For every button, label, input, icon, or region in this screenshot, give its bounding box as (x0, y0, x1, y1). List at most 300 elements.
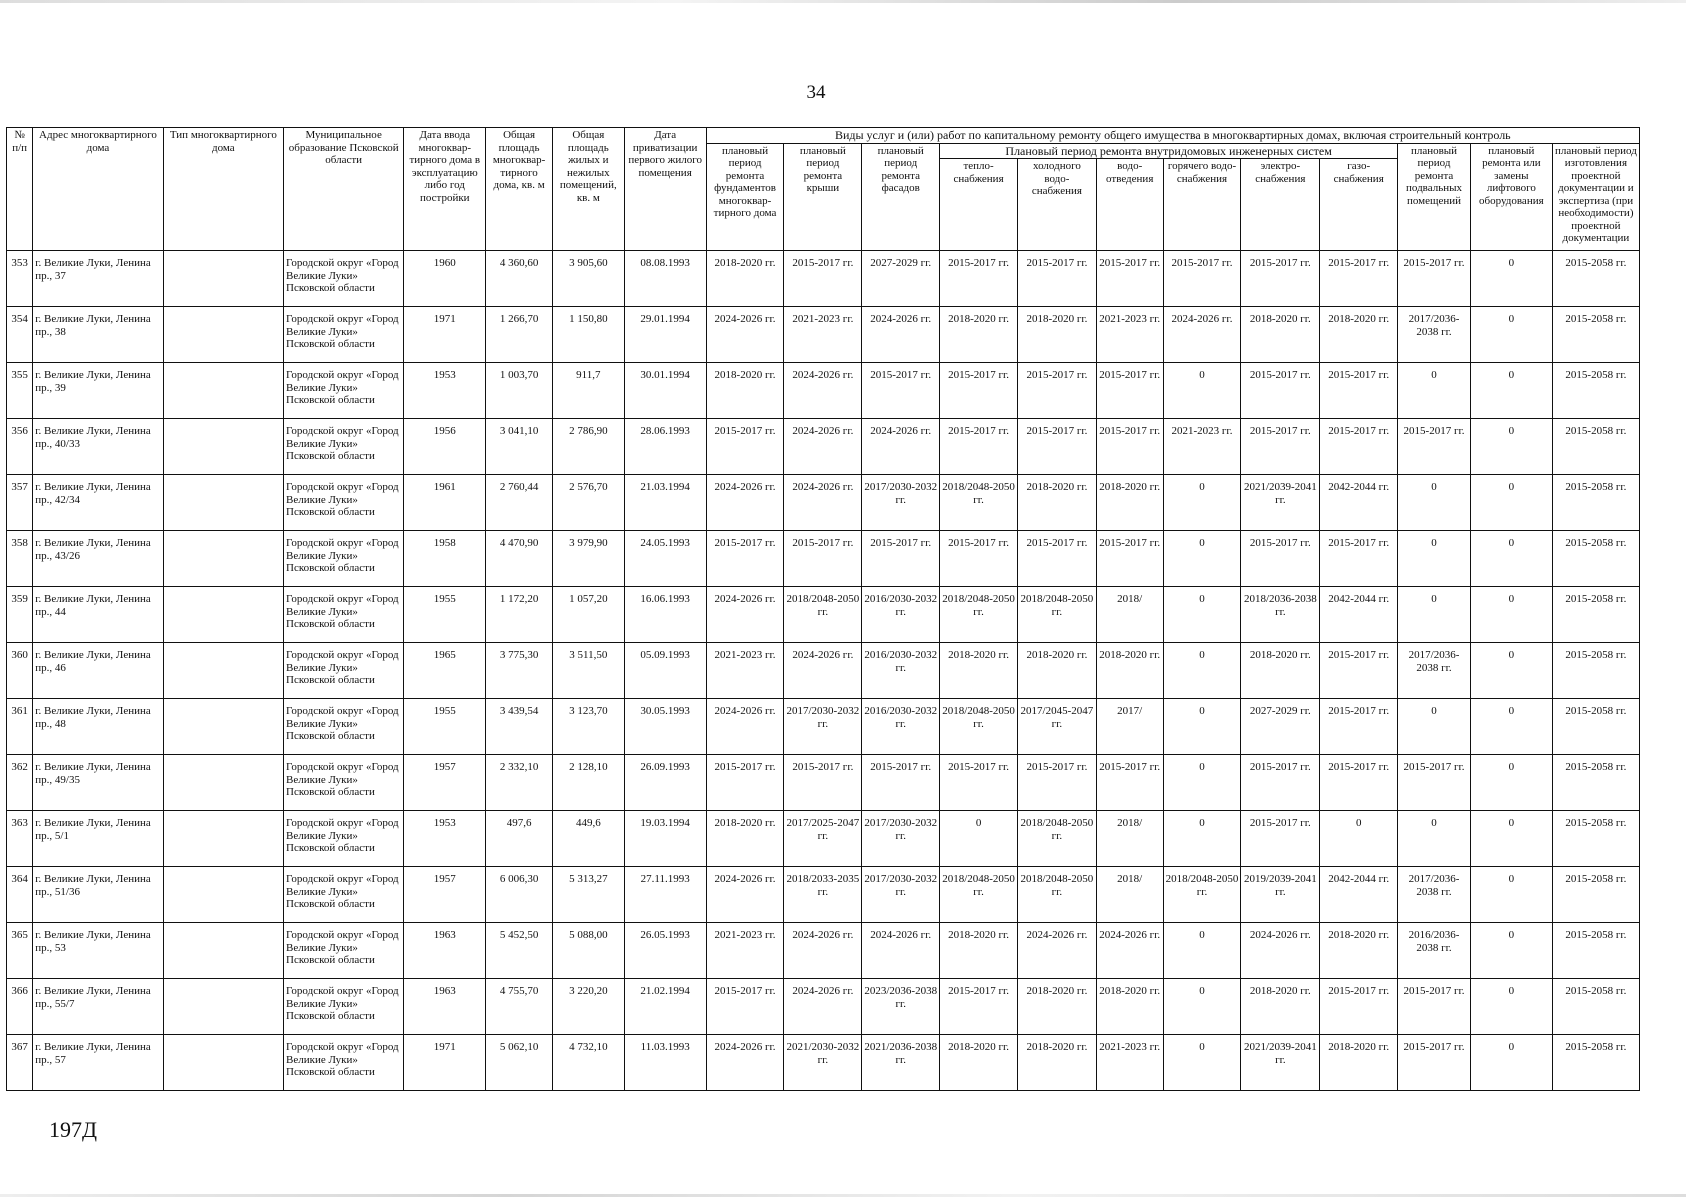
cell-municipality: Городской округ «Город Великие Луки» Псковской области (284, 1035, 404, 1091)
cell-living-area: 5 088,00 (552, 923, 624, 979)
cell-foundation: 2018-2020 гг. (706, 811, 784, 867)
cell-cold-water: 2015-2017 гг. (1017, 419, 1096, 475)
cell-gas: 2015-2017 гг. (1320, 419, 1398, 475)
cell-heat: 2015-2017 гг. (940, 755, 1018, 811)
cell-sewage: 2015-2017 гг. (1096, 531, 1163, 587)
cell-sewage: 2015-2017 гг. (1096, 755, 1163, 811)
cell-heat: 2015-2017 гг. (940, 531, 1018, 587)
cell-design: 2015-2058 гг. (1552, 867, 1639, 923)
header-type: Тип многоквартирного дома (163, 128, 283, 251)
cell-num: 365 (7, 923, 33, 979)
header-cold-water: холодного водо-снабжения (1017, 159, 1096, 251)
cell-elevator: 0 (1470, 923, 1552, 979)
cell-year: 1960 (404, 251, 486, 307)
cell-municipality: Городской округ «Город Великие Луки» Псковской области (284, 867, 404, 923)
cell-sewage: 2017/ (1096, 699, 1163, 755)
cell-num: 367 (7, 1035, 33, 1091)
cell-hot-water: 0 (1163, 475, 1241, 531)
cell-num: 354 (7, 307, 33, 363)
cell-total-area: 1 266,70 (486, 307, 553, 363)
cell-sewage: 2018-2020 гг. (1096, 643, 1163, 699)
cell-type (163, 755, 283, 811)
cell-hot-water: 2015-2017 гг. (1163, 251, 1241, 307)
header-roof: плановый период ремонта крыши (784, 143, 862, 251)
cell-electric: 2021/2039-2041 гг. (1241, 475, 1320, 531)
cell-num: 364 (7, 867, 33, 923)
cell-heat: 2018-2020 гг. (940, 307, 1018, 363)
cell-elevator: 0 (1470, 699, 1552, 755)
cell-design: 2015-2058 гг. (1552, 755, 1639, 811)
cell-foundation: 2015-2017 гг. (706, 419, 784, 475)
cell-gas: 2042-2044 гг. (1320, 587, 1398, 643)
cell-address: г. Великие Луки, Ленина пр., 51/36 (33, 867, 163, 923)
header-municipality: Муниципальное образование Псковской области (284, 128, 404, 251)
cell-municipality: Городской округ «Город Великие Луки» Псковской области (284, 363, 404, 419)
cell-cold-water: 2015-2017 гг. (1017, 531, 1096, 587)
cell-electric: 2015-2017 гг. (1241, 811, 1320, 867)
cell-year: 1965 (404, 643, 486, 699)
capital-repair-table (6, 127, 1640, 1091)
cell-municipality: Городской округ «Город Великие Луки» Псковской области (284, 419, 404, 475)
cell-total-area: 3 439,54 (486, 699, 553, 755)
cell-address: г. Великие Луки, Ленина пр., 49/35 (33, 755, 163, 811)
cell-type (163, 923, 283, 979)
cell-total-area: 4 360,60 (486, 251, 553, 307)
cell-living-area: 2 786,90 (552, 419, 624, 475)
table-row (7, 699, 1640, 755)
cell-design: 2015-2058 гг. (1552, 923, 1639, 979)
cell-basement: 2016/2036-2038 гг. (1398, 923, 1471, 979)
cell-elevator: 0 (1470, 811, 1552, 867)
cell-cold-water: 2018/2048-2050 гг. (1017, 587, 1096, 643)
cell-num: 361 (7, 699, 33, 755)
cell-address: г. Великие Луки, Ленина пр., 40/33 (33, 419, 163, 475)
cell-roof: 2024-2026 гг. (784, 475, 862, 531)
cell-type (163, 475, 283, 531)
cell-living-area: 5 313,27 (552, 867, 624, 923)
cell-foundation: 2015-2017 гг. (706, 979, 784, 1035)
cell-privatization: 30.01.1994 (624, 363, 706, 419)
cell-living-area: 3 979,90 (552, 531, 624, 587)
header-elevator: плановый ремонта или замены лифтового оборудования (1470, 143, 1552, 251)
cell-foundation: 2015-2017 гг. (706, 531, 784, 587)
cell-num: 356 (7, 419, 33, 475)
cell-design: 2015-2058 гг. (1552, 1035, 1639, 1091)
cell-num: 362 (7, 755, 33, 811)
cell-electric: 2018-2020 гг. (1241, 307, 1320, 363)
cell-gas: 2015-2017 гг. (1320, 531, 1398, 587)
page-number: 34 (806, 82, 826, 103)
cell-electric: 2015-2017 гг. (1241, 531, 1320, 587)
cell-year: 1955 (404, 699, 486, 755)
table-row (7, 419, 1640, 475)
cell-elevator: 0 (1470, 475, 1552, 531)
cell-privatization: 28.06.1993 (624, 419, 706, 475)
cell-design: 2015-2058 гг. (1552, 363, 1639, 419)
cell-gas: 2042-2044 гг. (1320, 475, 1398, 531)
cell-address: г. Великие Луки, Ленина пр., 55/7 (33, 979, 163, 1035)
cell-basement: 0 (1398, 811, 1471, 867)
cell-electric: 2015-2017 гг. (1241, 419, 1320, 475)
cell-total-area: 5 062,10 (486, 1035, 553, 1091)
table-row (7, 811, 1640, 867)
cell-foundation: 2024-2026 гг. (706, 699, 784, 755)
cell-privatization: 08.08.1993 (624, 251, 706, 307)
cell-type (163, 811, 283, 867)
scan-edge-bottom (0, 1194, 1686, 1197)
cell-basement: 2017/2036-2038 гг. (1398, 307, 1471, 363)
cell-num: 353 (7, 251, 33, 307)
cell-basement: 2017/2036-2038 гг. (1398, 867, 1471, 923)
cell-type (163, 587, 283, 643)
cell-elevator: 0 (1470, 419, 1552, 475)
table-row (7, 531, 1640, 587)
cell-basement: 2015-2017 гг. (1398, 251, 1471, 307)
cell-gas: 2015-2017 гг. (1320, 979, 1398, 1035)
cell-privatization: 05.09.1993 (624, 643, 706, 699)
cell-living-area: 449,6 (552, 811, 624, 867)
table-row (7, 587, 1640, 643)
cell-hot-water: 0 (1163, 643, 1241, 699)
cell-electric: 2018/2036-2038 гг. (1241, 587, 1320, 643)
cell-type (163, 699, 283, 755)
header-num: № п/п (7, 128, 33, 251)
header-privatization-date: Дата приватизации первого жилого помещения (624, 128, 706, 251)
cell-gas: 2018-2020 гг. (1320, 923, 1398, 979)
cell-sewage: 2018/ (1096, 867, 1163, 923)
cell-roof: 2024-2026 гг. (784, 979, 862, 1035)
cell-cold-water: 2015-2017 гг. (1017, 251, 1096, 307)
cell-roof: 2018/2048-2050 гг. (784, 587, 862, 643)
cell-facade: 2017/2030-2032 гг. (862, 867, 940, 923)
cell-elevator: 0 (1470, 979, 1552, 1035)
cell-foundation: 2024-2026 гг. (706, 307, 784, 363)
cell-cold-water: 2018/2048-2050 гг. (1017, 867, 1096, 923)
cell-address: г. Великие Луки, Ленина пр., 48 (33, 699, 163, 755)
cell-roof: 2021-2023 гг. (784, 307, 862, 363)
cell-elevator: 0 (1470, 755, 1552, 811)
cell-hot-water: 0 (1163, 531, 1241, 587)
cell-cold-water: 2015-2017 гг. (1017, 363, 1096, 419)
cell-gas: 2018-2020 гг. (1320, 1035, 1398, 1091)
cell-foundation: 2015-2017 гг. (706, 755, 784, 811)
cell-design: 2015-2058 гг. (1552, 587, 1639, 643)
cell-address: г. Великие Луки, Ленина пр., 37 (33, 251, 163, 307)
cell-elevator: 0 (1470, 587, 1552, 643)
cell-roof: 2024-2026 гг. (784, 419, 862, 475)
cell-privatization: 26.09.1993 (624, 755, 706, 811)
cell-basement: 2015-2017 гг. (1398, 1035, 1471, 1091)
cell-total-area: 5 452,50 (486, 923, 553, 979)
cell-basement: 0 (1398, 531, 1471, 587)
cell-type (163, 643, 283, 699)
cell-basement: 0 (1398, 475, 1471, 531)
cell-foundation: 2024-2026 гг. (706, 475, 784, 531)
cell-cold-water: 2015-2017 гг. (1017, 755, 1096, 811)
cell-privatization: 29.01.1994 (624, 307, 706, 363)
cell-roof: 2021/2030-2032 гг. (784, 1035, 862, 1091)
cell-living-area: 3 220,20 (552, 979, 624, 1035)
cell-electric: 2015-2017 гг. (1241, 755, 1320, 811)
cell-type (163, 419, 283, 475)
table-row (7, 979, 1640, 1035)
cell-basement: 2015-2017 гг. (1398, 419, 1471, 475)
cell-electric: 2015-2017 гг. (1241, 363, 1320, 419)
cell-facade: 2016/2030-2032 гг. (862, 587, 940, 643)
cell-address: г. Великие Луки, Ленина пр., 5/1 (33, 811, 163, 867)
cell-year: 1958 (404, 531, 486, 587)
cell-year: 1953 (404, 811, 486, 867)
cell-facade: 2024-2026 гг. (862, 307, 940, 363)
cell-hot-water: 0 (1163, 1035, 1241, 1091)
cell-design: 2015-2058 гг. (1552, 531, 1639, 587)
cell-type (163, 1035, 283, 1091)
cell-facade: 2017/2030-2032 гг. (862, 475, 940, 531)
cell-elevator: 0 (1470, 1035, 1552, 1091)
cell-hot-water: 0 (1163, 587, 1241, 643)
header-systems-group: Плановый период ремонта внутридомовых инженерных систем (940, 143, 1398, 159)
cell-type (163, 251, 283, 307)
table-row (7, 643, 1640, 699)
cell-electric: 2019/2039-2041 гг. (1241, 867, 1320, 923)
cell-foundation: 2024-2026 гг. (706, 1035, 784, 1091)
cell-elevator: 0 (1470, 531, 1552, 587)
cell-electric: 2015-2017 гг. (1241, 251, 1320, 307)
cell-total-area: 3 775,30 (486, 643, 553, 699)
cell-living-area: 2 128,10 (552, 755, 624, 811)
cell-total-area: 1 003,70 (486, 363, 553, 419)
cell-type (163, 363, 283, 419)
cell-privatization: 19.03.1994 (624, 811, 706, 867)
cell-sewage: 2021-2023 гг. (1096, 307, 1163, 363)
cell-hot-water: 0 (1163, 363, 1241, 419)
header-hot-water: горячего водо-снабжения (1163, 159, 1241, 251)
table-row (7, 363, 1640, 419)
cell-privatization: 11.03.1993 (624, 1035, 706, 1091)
cell-sewage: 2018-2020 гг. (1096, 979, 1163, 1035)
cell-design: 2015-2058 гг. (1552, 307, 1639, 363)
cell-facade: 2017/2030-2032 гг. (862, 811, 940, 867)
table-row (7, 307, 1640, 363)
header-gas: газо-снабжения (1320, 159, 1398, 251)
cell-roof: 2017/2030-2032 гг. (784, 699, 862, 755)
cell-privatization: 21.02.1994 (624, 979, 706, 1035)
cell-address: г. Великие Луки, Ленина пр., 46 (33, 643, 163, 699)
cell-foundation: 2024-2026 гг. (706, 867, 784, 923)
cell-cold-water: 2018/2048-2050 гг. (1017, 811, 1096, 867)
cell-roof: 2017/2025-2047 гг. (784, 811, 862, 867)
cell-municipality: Городской округ «Город Великие Луки» Псковской области (284, 307, 404, 363)
cell-design: 2015-2058 гг. (1552, 979, 1639, 1035)
cell-facade: 2015-2017 гг. (862, 531, 940, 587)
cell-privatization: 30.05.1993 (624, 699, 706, 755)
cell-municipality: Городской округ «Город Великие Луки» Псковской области (284, 587, 404, 643)
cell-privatization: 26.05.1993 (624, 923, 706, 979)
cell-design: 2015-2058 гг. (1552, 419, 1639, 475)
cell-address: г. Великие Луки, Ленина пр., 38 (33, 307, 163, 363)
cell-basement: 0 (1398, 587, 1471, 643)
cell-basement: 2017/2036-2038 гг. (1398, 643, 1471, 699)
header-works-group: Виды услуг и (или) работ по капитальному ремонту общего имущества в многоквартирных домах, включая строительный контроль (706, 128, 1639, 144)
cell-facade: 2015-2017 гг. (862, 755, 940, 811)
cell-municipality: Городской округ «Город Великие Луки» Псковской области (284, 923, 404, 979)
cell-gas: 2015-2017 гг. (1320, 755, 1398, 811)
cell-living-area: 3 123,70 (552, 699, 624, 755)
cell-heat: 2018-2020 гг. (940, 1035, 1018, 1091)
cell-heat: 2015-2017 гг. (940, 979, 1018, 1035)
cell-cold-water: 2018-2020 гг. (1017, 979, 1096, 1035)
cell-total-area: 6 006,30 (486, 867, 553, 923)
cell-address: г. Великие Луки, Ленина пр., 39 (33, 363, 163, 419)
cell-total-area: 497,6 (486, 811, 553, 867)
cell-hot-water: 0 (1163, 699, 1241, 755)
cell-facade: 2024-2026 гг. (862, 419, 940, 475)
cell-year: 1971 (404, 1035, 486, 1091)
cell-design: 2015-2058 гг. (1552, 643, 1639, 699)
cell-gas: 2015-2017 гг. (1320, 699, 1398, 755)
cell-address: г. Великие Луки, Ленина пр., 43/26 (33, 531, 163, 587)
cell-sewage: 2018/ (1096, 811, 1163, 867)
cell-year: 1955 (404, 587, 486, 643)
table-row (7, 1035, 1640, 1091)
header-foundation: плановый период ремонта фундаментов многоквар-тирного дома (706, 143, 784, 251)
cell-total-area: 1 172,20 (486, 587, 553, 643)
cell-facade: 2016/2030-2032 гг. (862, 643, 940, 699)
scan-edge-top (0, 0, 1686, 3)
cell-year: 1957 (404, 755, 486, 811)
cell-total-area: 4 755,70 (486, 979, 553, 1035)
cell-roof: 2015-2017 гг. (784, 755, 862, 811)
cell-roof: 2024-2026 гг. (784, 643, 862, 699)
cell-design: 2015-2058 гг. (1552, 699, 1639, 755)
cell-living-area: 2 576,70 (552, 475, 624, 531)
cell-heat: 2018/2048-2050 гг. (940, 867, 1018, 923)
cell-foundation: 2018-2020 гг. (706, 363, 784, 419)
cell-cold-water: 2018-2020 гг. (1017, 475, 1096, 531)
cell-address: г. Великие Луки, Ленина пр., 57 (33, 1035, 163, 1091)
cell-year: 1963 (404, 979, 486, 1035)
cell-gas: 0 (1320, 811, 1398, 867)
cell-num: 366 (7, 979, 33, 1035)
cell-foundation: 2018-2020 гг. (706, 251, 784, 307)
cell-electric: 2021/2039-2041 гг. (1241, 1035, 1320, 1091)
cell-heat: 2015-2017 гг. (940, 251, 1018, 307)
cell-living-area: 3 905,60 (552, 251, 624, 307)
cell-municipality: Городской округ «Город Великие Луки» Псковской области (284, 699, 404, 755)
header-sewage: водо-отведения (1096, 159, 1163, 251)
cell-heat: 2018/2048-2050 гг. (940, 699, 1018, 755)
cell-electric: 2018-2020 гг. (1241, 643, 1320, 699)
cell-electric: 2024-2026 гг. (1241, 923, 1320, 979)
cell-municipality: Городской округ «Город Великие Луки» Псковской области (284, 531, 404, 587)
cell-address: г. Великие Луки, Ленина пр., 53 (33, 923, 163, 979)
cell-facade: 2015-2017 гг. (862, 363, 940, 419)
cell-cold-water: 2018-2020 гг. (1017, 1035, 1096, 1091)
table-row (7, 923, 1640, 979)
cell-electric: 2018-2020 гг. (1241, 979, 1320, 1035)
cell-facade: 2016/2030-2032 гг. (862, 699, 940, 755)
cell-foundation: 2021-2023 гг. (706, 923, 784, 979)
cell-type (163, 307, 283, 363)
cell-hot-water: 0 (1163, 755, 1241, 811)
header-basement: плановый период ремонта подвальных помещений (1398, 143, 1471, 251)
cell-total-area: 4 470,90 (486, 531, 553, 587)
header-design: плановый период изготовления проектной документации и экспертиза (при необходимости) проектной документации (1552, 143, 1639, 251)
cell-roof: 2024-2026 гг. (784, 923, 862, 979)
cell-design: 2015-2058 гг. (1552, 811, 1639, 867)
cell-total-area: 2 332,10 (486, 755, 553, 811)
cell-privatization: 27.11.1993 (624, 867, 706, 923)
cell-cold-water: 2018-2020 гг. (1017, 643, 1096, 699)
cell-cold-water: 2024-2026 гг. (1017, 923, 1096, 979)
cell-total-area: 2 760,44 (486, 475, 553, 531)
header-living-area: Общая площадь жилых и нежилых помещений, кв. м (552, 128, 624, 251)
table-row (7, 475, 1640, 531)
cell-heat: 2018/2048-2050 гг. (940, 475, 1018, 531)
cell-design: 2015-2058 гг. (1552, 475, 1639, 531)
cell-design: 2015-2058 гг. (1552, 251, 1639, 307)
cell-elevator: 0 (1470, 251, 1552, 307)
cell-year: 1957 (404, 867, 486, 923)
cell-electric: 2027-2029 гг. (1241, 699, 1320, 755)
cell-num: 355 (7, 363, 33, 419)
cell-living-area: 4 732,10 (552, 1035, 624, 1091)
cell-elevator: 0 (1470, 363, 1552, 419)
cell-roof: 2018/2033-2035 гг. (784, 867, 862, 923)
cell-basement: 0 (1398, 363, 1471, 419)
table-row (7, 755, 1640, 811)
cell-address: г. Великие Луки, Ленина пр., 42/34 (33, 475, 163, 531)
cell-sewage: 2015-2017 гг. (1096, 419, 1163, 475)
cell-year: 1963 (404, 923, 486, 979)
header-address: Адрес многоквартирного дома (33, 128, 163, 251)
header-facade: плановый период ремонта фасадов (862, 143, 940, 251)
cell-municipality: Городской округ «Город Великие Луки» Псковской области (284, 475, 404, 531)
cell-hot-water: 0 (1163, 811, 1241, 867)
cell-basement: 2015-2017 гг. (1398, 755, 1471, 811)
footer-code: 197Д (49, 1117, 98, 1142)
cell-num: 357 (7, 475, 33, 531)
cell-municipality: Городской округ «Город Великие Луки» Псковской области (284, 811, 404, 867)
cell-basement: 2015-2017 гг. (1398, 979, 1471, 1035)
cell-heat: 2018-2020 гг. (940, 643, 1018, 699)
cell-facade: 2027-2029 гг. (862, 251, 940, 307)
cell-elevator: 0 (1470, 307, 1552, 363)
cell-year: 1953 (404, 363, 486, 419)
cell-num: 363 (7, 811, 33, 867)
cell-sewage: 2018-2020 гг. (1096, 475, 1163, 531)
header-electric: электро-снабжения (1241, 159, 1320, 251)
cell-privatization: 16.06.1993 (624, 587, 706, 643)
cell-hot-water: 0 (1163, 923, 1241, 979)
cell-sewage: 2015-2017 гг. (1096, 251, 1163, 307)
cell-heat: 0 (940, 811, 1018, 867)
cell-municipality: Городской округ «Город Великие Луки» Псковской области (284, 979, 404, 1035)
cell-roof: 2015-2017 гг. (784, 251, 862, 307)
cell-gas: 2018-2020 гг. (1320, 307, 1398, 363)
cell-gas: 2015-2017 гг. (1320, 363, 1398, 419)
cell-roof: 2015-2017 гг. (784, 531, 862, 587)
cell-total-area: 3 041,10 (486, 419, 553, 475)
cell-roof: 2024-2026 гг. (784, 363, 862, 419)
cell-sewage: 2021-2023 гг. (1096, 1035, 1163, 1091)
cell-elevator: 0 (1470, 867, 1552, 923)
cell-sewage: 2015-2017 гг. (1096, 363, 1163, 419)
cell-living-area: 911,7 (552, 363, 624, 419)
cell-municipality: Городской округ «Город Великие Луки» Псковской области (284, 251, 404, 307)
cell-facade: 2023/2036-2038 гг. (862, 979, 940, 1035)
cell-living-area: 3 511,50 (552, 643, 624, 699)
